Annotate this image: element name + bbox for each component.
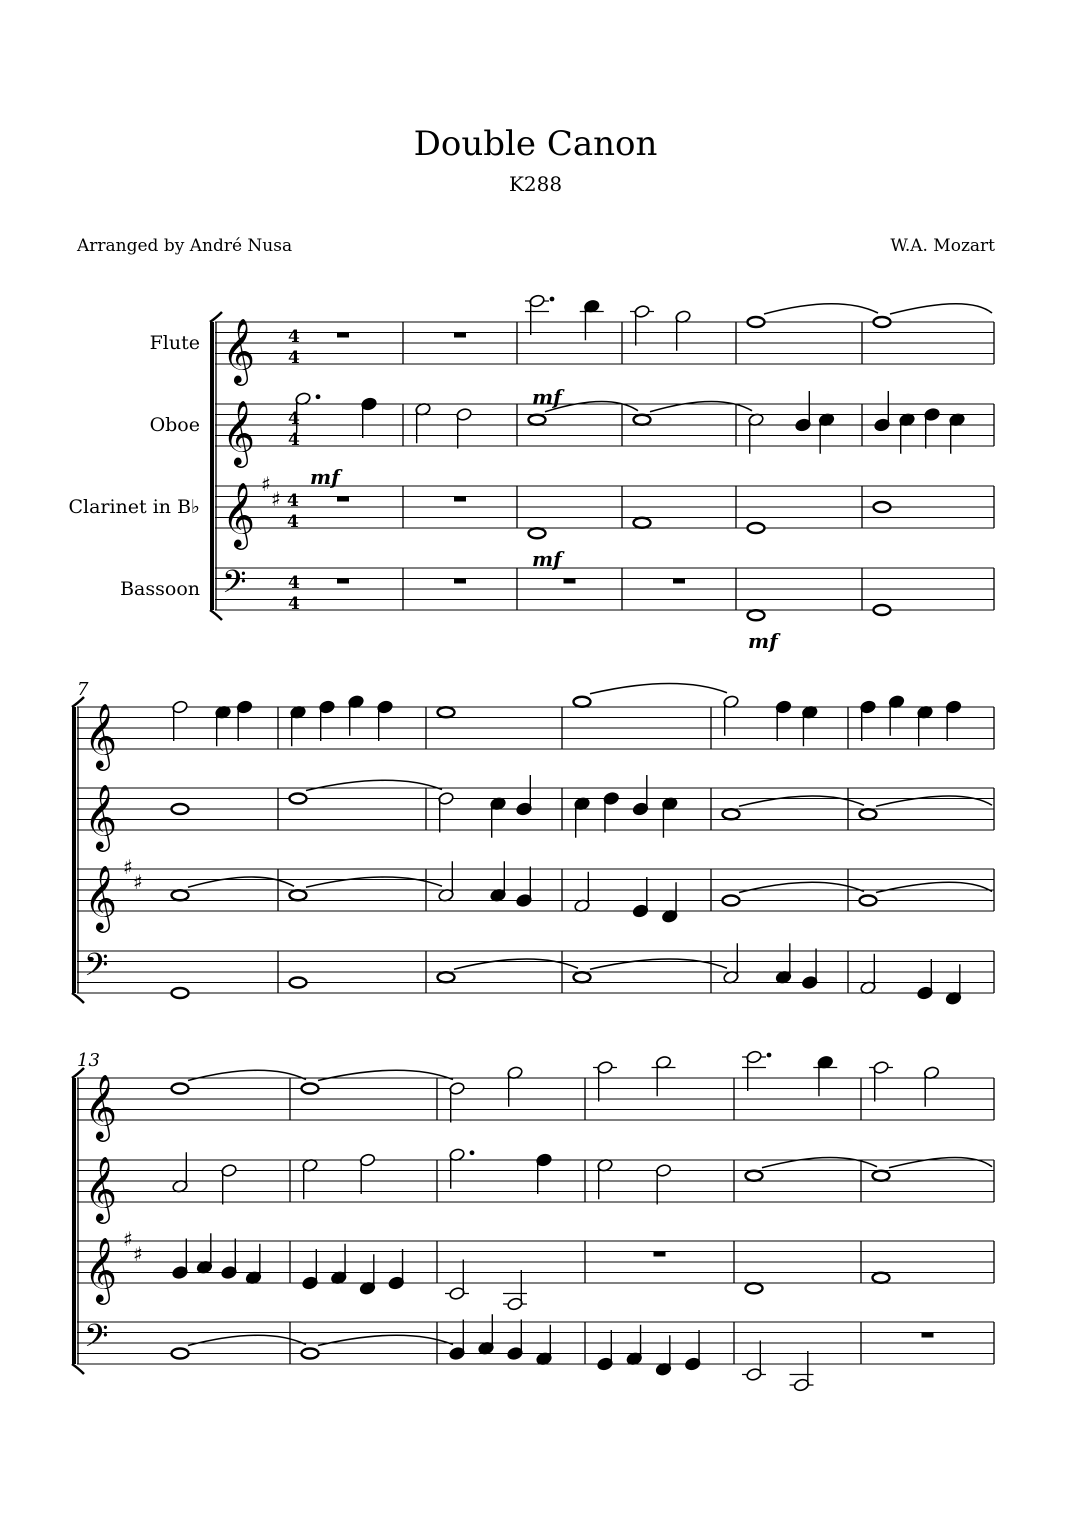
page-title: Double Canon bbox=[413, 124, 658, 164]
system-3 bbox=[72, 1050, 994, 1392]
instrument-label-bassoon: Bassoon bbox=[120, 578, 200, 600]
measure bbox=[574, 683, 728, 706]
measure bbox=[723, 882, 865, 905]
whole-rest bbox=[454, 497, 466, 502]
notehead bbox=[874, 605, 891, 615]
tie bbox=[454, 959, 578, 969]
time-signature-bottom: 4 bbox=[288, 348, 300, 368]
bracket-hook-bottom bbox=[72, 993, 84, 1003]
measure bbox=[742, 1050, 837, 1096]
measure bbox=[873, 1157, 993, 1180]
staff-bassoon bbox=[120, 564, 994, 621]
notehead bbox=[873, 1273, 890, 1283]
measure bbox=[438, 959, 579, 982]
measure bbox=[454, 497, 466, 502]
measure bbox=[874, 502, 891, 512]
measure bbox=[172, 877, 295, 900]
time-signature-top: 4 bbox=[287, 491, 299, 511]
dynamic-marking: mf bbox=[310, 465, 340, 489]
measure bbox=[290, 780, 443, 803]
measure bbox=[438, 775, 533, 838]
measure bbox=[860, 882, 993, 905]
tie bbox=[590, 683, 727, 693]
notehead bbox=[172, 1084, 189, 1094]
treble-clef-icon: 𝄞 bbox=[84, 865, 118, 931]
bracket-hook-top bbox=[210, 312, 222, 322]
staff-oboe bbox=[77, 775, 994, 852]
measure bbox=[742, 1341, 814, 1393]
measure bbox=[172, 988, 189, 998]
measure-number: 13 bbox=[77, 1050, 100, 1071]
augmentation-dot bbox=[316, 394, 321, 399]
tie bbox=[318, 1070, 453, 1080]
dynamic-marking: mf bbox=[748, 629, 778, 653]
whole-rest bbox=[454, 579, 466, 584]
tie bbox=[188, 1070, 306, 1080]
measure bbox=[874, 605, 891, 615]
measure bbox=[302, 1070, 454, 1093]
bracket-hook-bottom bbox=[72, 1364, 84, 1374]
measure bbox=[574, 775, 678, 838]
measure bbox=[290, 877, 443, 900]
time-signature-top: 4 bbox=[288, 409, 300, 429]
staff-flute bbox=[77, 1050, 994, 1142]
time-signature-bottom: 4 bbox=[288, 594, 300, 614]
augmentation-dot bbox=[470, 1150, 475, 1155]
staff-bassoon bbox=[77, 1314, 994, 1392]
notehead bbox=[529, 528, 546, 538]
measure bbox=[454, 333, 466, 338]
tie bbox=[650, 401, 752, 411]
sharp-icon: ♯ bbox=[133, 870, 143, 894]
staff-clarinet bbox=[77, 855, 994, 933]
notehead bbox=[746, 1171, 763, 1181]
sharp-icon: ♯ bbox=[271, 487, 281, 511]
measure-number: 7 bbox=[77, 679, 89, 700]
notehead bbox=[723, 809, 740, 819]
measure bbox=[337, 333, 349, 338]
measure bbox=[748, 391, 835, 454]
whole-rest bbox=[337, 333, 349, 338]
treble-clef-icon: 𝄞 bbox=[84, 784, 118, 850]
tie bbox=[590, 959, 727, 969]
time-signature-bottom: 4 bbox=[287, 512, 299, 532]
measure bbox=[874, 304, 993, 327]
measure bbox=[723, 796, 865, 819]
whole-rest bbox=[673, 579, 685, 584]
system-bracket bbox=[72, 707, 76, 993]
augmentation-dot bbox=[550, 297, 555, 302]
whole-rest bbox=[564, 579, 576, 584]
measure bbox=[748, 610, 765, 620]
notehead bbox=[172, 890, 189, 900]
notehead bbox=[860, 809, 877, 819]
measure bbox=[748, 523, 765, 533]
measure bbox=[337, 579, 349, 584]
tie bbox=[306, 780, 442, 790]
measure bbox=[630, 304, 691, 350]
notehead bbox=[748, 317, 765, 327]
notehead bbox=[874, 317, 891, 327]
tie bbox=[188, 1335, 306, 1345]
measure bbox=[922, 1333, 934, 1338]
measure bbox=[748, 304, 879, 327]
system-bracket bbox=[210, 322, 214, 610]
measure bbox=[172, 1070, 307, 1093]
treble-clef-icon: 𝄞 bbox=[222, 400, 256, 466]
measure bbox=[634, 401, 753, 424]
measure bbox=[449, 1066, 524, 1123]
measure bbox=[673, 579, 685, 584]
notehead bbox=[172, 804, 189, 814]
measure bbox=[574, 959, 728, 982]
tie bbox=[739, 882, 864, 892]
instrument-label-oboe: Oboe bbox=[149, 414, 200, 436]
tie bbox=[889, 1157, 992, 1167]
tie bbox=[876, 796, 992, 806]
notehead bbox=[634, 415, 651, 425]
measure bbox=[445, 1260, 527, 1312]
page-subtitle: K288 bbox=[508, 172, 563, 196]
treble-clef-icon: 𝄞 bbox=[84, 703, 118, 769]
staff-oboe bbox=[77, 1148, 994, 1224]
notehead bbox=[574, 972, 591, 982]
notehead bbox=[302, 1349, 319, 1359]
sharp-icon: ♯ bbox=[123, 1227, 133, 1251]
tie bbox=[764, 304, 878, 314]
bracket-hook-bottom bbox=[210, 610, 222, 620]
tie bbox=[876, 882, 992, 892]
tie bbox=[890, 304, 992, 314]
instrument-label-flute: Flute bbox=[149, 332, 200, 354]
staff-clarinet bbox=[77, 1227, 994, 1311]
sharp-icon: ♯ bbox=[133, 1242, 143, 1266]
arranger-credit: Arranged by André Nusa bbox=[77, 236, 293, 256]
measure bbox=[525, 294, 604, 340]
notehead bbox=[290, 978, 307, 988]
system-bracket bbox=[72, 1078, 76, 1364]
measure bbox=[873, 1273, 890, 1283]
bass-clef-icon: 𝄢 bbox=[222, 563, 247, 608]
notehead bbox=[873, 1171, 890, 1181]
notehead bbox=[438, 972, 455, 982]
measure bbox=[564, 579, 576, 584]
measure bbox=[337, 497, 349, 502]
tie bbox=[739, 796, 864, 806]
notehead bbox=[172, 988, 189, 998]
notehead bbox=[290, 794, 307, 804]
measure bbox=[860, 796, 993, 819]
treble-clef-icon: 𝄞 bbox=[222, 318, 256, 384]
staff-flute bbox=[77, 683, 994, 770]
whole-rest bbox=[654, 1252, 666, 1257]
system-1 bbox=[68, 294, 994, 653]
staff-oboe bbox=[150, 391, 994, 468]
tie bbox=[318, 1335, 453, 1345]
treble-clef-icon: 𝄞 bbox=[84, 1237, 118, 1303]
bass-clef-icon: 𝄢 bbox=[84, 1317, 109, 1362]
treble-clef-icon: 𝄞 bbox=[84, 1156, 118, 1222]
notehead bbox=[746, 1283, 763, 1293]
dynamic-marking: mf bbox=[532, 385, 562, 409]
notehead bbox=[860, 896, 877, 906]
augmentation-dot bbox=[767, 1053, 772, 1058]
system-2 bbox=[72, 679, 994, 1005]
measure bbox=[654, 1252, 666, 1257]
notehead bbox=[748, 610, 765, 620]
measure bbox=[746, 1283, 763, 1293]
bass-clef-icon: 𝄢 bbox=[84, 946, 109, 991]
staff-clarinet bbox=[68, 472, 994, 550]
measure bbox=[302, 1335, 454, 1358]
measure bbox=[172, 1335, 307, 1358]
measure bbox=[438, 707, 455, 717]
measure bbox=[290, 978, 307, 988]
whole-rest bbox=[454, 333, 466, 338]
whole-rest bbox=[337, 497, 349, 502]
treble-clef-icon: 𝄞 bbox=[84, 1074, 118, 1140]
notehead bbox=[529, 415, 546, 425]
sharp-icon: ♯ bbox=[261, 472, 271, 496]
notehead bbox=[574, 697, 591, 707]
measure bbox=[172, 804, 189, 814]
measure bbox=[634, 518, 651, 528]
composer-credit: W.A. Mozart bbox=[890, 236, 995, 256]
notehead bbox=[723, 896, 740, 906]
notehead bbox=[748, 523, 765, 533]
notehead bbox=[874, 502, 891, 512]
notehead bbox=[634, 518, 651, 528]
notehead bbox=[302, 1084, 319, 1094]
whole-rest bbox=[922, 1333, 934, 1338]
staff-flute bbox=[150, 294, 994, 386]
sharp-icon: ♯ bbox=[123, 855, 133, 879]
tie bbox=[306, 877, 442, 887]
whole-rest bbox=[337, 579, 349, 584]
tie bbox=[762, 1157, 877, 1167]
measure bbox=[529, 528, 546, 538]
time-signature-top: 4 bbox=[288, 573, 300, 593]
measure bbox=[869, 1060, 940, 1106]
time-signature-bottom: 4 bbox=[288, 430, 300, 450]
measure bbox=[746, 1157, 878, 1180]
measure bbox=[454, 579, 466, 584]
staff-bassoon bbox=[77, 943, 994, 1005]
notehead bbox=[172, 1349, 189, 1359]
measure bbox=[874, 391, 966, 454]
dynamic-marking: mf bbox=[532, 547, 562, 571]
treble-clef-icon: 𝄞 bbox=[222, 482, 256, 548]
instrument-label-clarinet: Clarinet in B♭ bbox=[68, 496, 200, 518]
notehead bbox=[290, 890, 307, 900]
notehead bbox=[438, 707, 455, 717]
time-signature-top: 4 bbox=[288, 327, 300, 347]
